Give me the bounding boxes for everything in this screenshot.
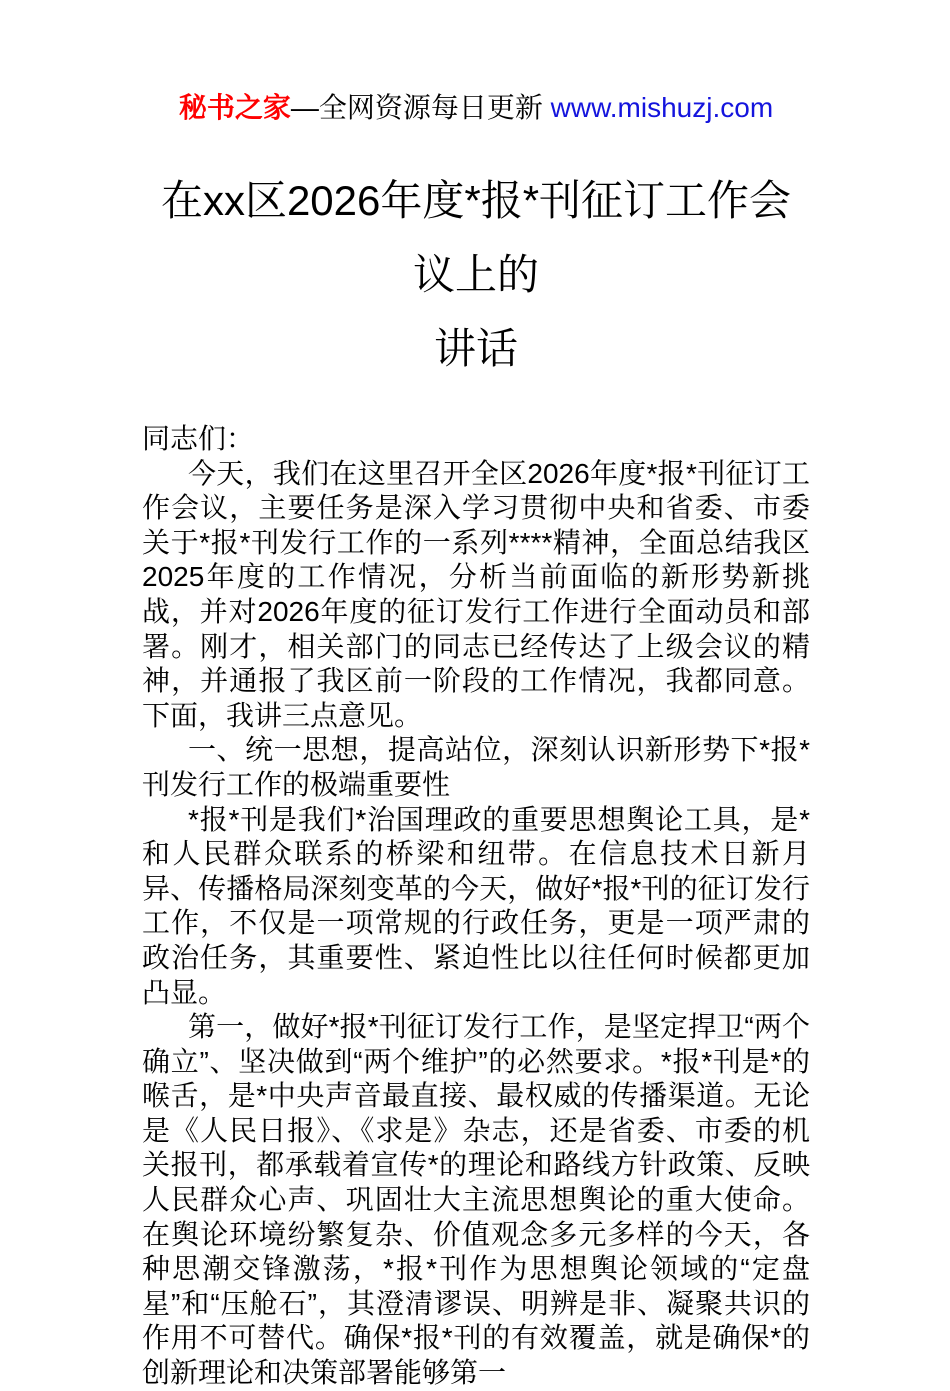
paragraph: 同志们：: [142, 423, 255, 454]
page-title-line-1: 在xx区2026年度*报*刊征订工作会议上的: [160, 177, 792, 298]
paragraph: *报*刊是我们*治国理政的重要思想舆论工具，是*和人民群众联系的桥梁和纽带。在信息技术日新月异、传播格局深刻变革的今天，做好*报*刊的征订发行工作，不仅是一项常规的行政任务，更是一项严肃的政治任务，其重要性、紧迫性比以往任何时候都更加凸显。: [142, 803, 810, 1008]
site-header: [142, 90, 810, 126]
paragraph: 今天，我们在这里召开全区2026年度*报*刊征订工作会议，主要任务是深入学习贯彻中央和省委、市委关于*报*刊发行工作的一系列****精神，全面总结我区2025年度的工作情况，分析当前面临的新形势新挑战，并对2026年度的征订发行工作进行全面动员和部署。刚才，相关部门的同志已经传达了上级会议的精神，并通报了我区前一阶段的工作情况，我都同意。下面，我讲三点意见。: [142, 457, 810, 731]
document-body: [142, 422, 810, 1391]
site-brand: 秘书之家: [178, 92, 291, 123]
page-title: [142, 164, 810, 386]
paragraph: 第一，做好*报*刊征订发行工作，是坚定捍卫“两个确立”、坚决做到“两个维护”的必然要求。*报*刊是*的喉舌，是*中央声音最直接、最权威的传播渠道。无论是《人民日报》、《求是》杂志，还是省委、市委的机关报刊，都承载着宣传*的理论和路线方针政策、反映人民群众心声、巩固壮大主流思想舆论的重大使命。在舆论环境纷繁复杂、价值观念多元多样的今天，各种思潮交锋激荡，*报*刊作为思想舆论领域的“定盘星”和“压舱石”，其澄清谬误、明辨是非、凝聚共识的作用不可替代。确保*报*刊的有效覆盖，就是确保*的创新理论和决策部署能够第一: [142, 1011, 810, 1389]
site-tagline: —全网资源每日更新: [290, 92, 551, 123]
section-heading: 一、统一思想，提高站位，深刻认识新形势下*报*刊发行工作的极端重要性: [142, 734, 810, 800]
page-title-line-2: 讲话: [433, 325, 518, 372]
site-url-link[interactable]: www.mishuzj.com: [550, 92, 774, 123]
